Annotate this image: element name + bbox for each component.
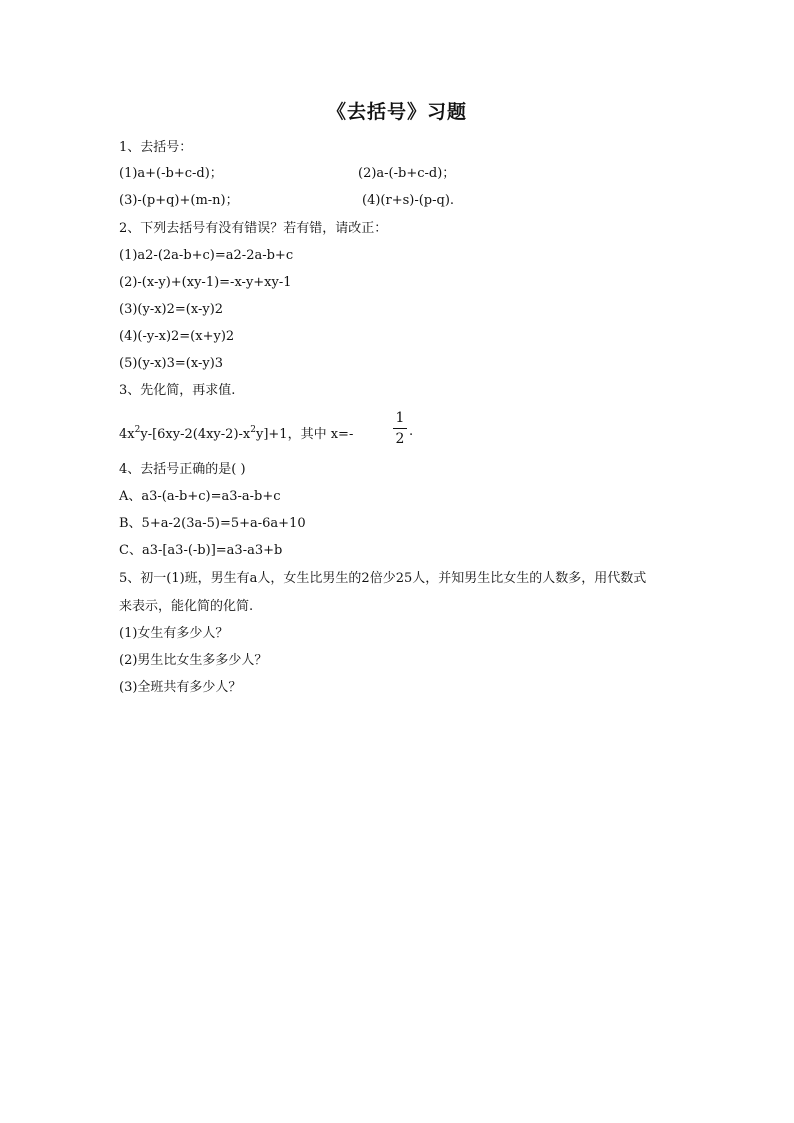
formula-part: y]+1，其中 xyxy=(255,427,327,442)
formula-period: . xyxy=(409,424,414,439)
formula-part: 4x xyxy=(119,427,135,442)
q2-item-5: (5)(y-x)3=(x-y)3 xyxy=(119,356,224,371)
formula-exponent: 2 xyxy=(250,425,256,435)
q5-line-1: 5、初一(1)班，男生有a人，女生比男生的2倍少25人，并知男生比女生的人数多，用代数式 xyxy=(119,571,647,586)
q1-item-2: (2)a-(-b+c-d)； xyxy=(358,166,456,181)
q3-heading: 3、先化简，再求值. xyxy=(119,383,236,398)
formula-exponent: 2 xyxy=(134,425,141,435)
q4-option-b: B、5+a-2(3a-5)=5+a-6a+10 xyxy=(119,516,306,531)
page-title: 《去括号》习题 xyxy=(326,101,467,123)
q1-heading: 1、去括号： xyxy=(119,140,193,155)
fraction-bar xyxy=(393,428,407,429)
q2-item-1: (1)a2-(2a-b+c)=a2-2a-b+c xyxy=(119,248,294,263)
formula-part: y-[6xy-2(4xy-2)-x xyxy=(140,427,251,442)
q5-item-3: (3)全班共有多少人？ xyxy=(119,680,242,695)
fraction-one-half xyxy=(393,409,407,448)
q1-item-3: (3)-(p+q)+(m-n)； xyxy=(119,193,239,208)
q4-option-c: C、a3-[a3-(-b)]=a3-a3+b xyxy=(119,543,283,558)
q4-heading: 4、去括号正确的是( ) xyxy=(119,462,246,477)
q5-item-2: (2)男生比女生多多少人？ xyxy=(119,653,268,668)
q5-line-2: 来表示，能化简的化简. xyxy=(119,599,254,614)
q2-heading: 2、下列去括号有没有错误？若有错，请改正： xyxy=(119,221,388,236)
q4-option-a: A、a3-(a-b+c)=a3-a-b+c xyxy=(119,489,281,504)
q1-item-1: (1)a+(-b+c-d)； xyxy=(119,166,223,181)
fraction-denominator: 2 xyxy=(395,431,405,447)
q2-item-3: (3)(y-x)2=(x-y)2 xyxy=(119,302,224,317)
fraction-numerator: 1 xyxy=(395,410,405,426)
q1-item-4: (4)(r+s)-(p-q). xyxy=(362,193,455,208)
q2-item-4: (4)(-y-x)2=(x+y)2 xyxy=(119,329,235,344)
formula-variable: x=- xyxy=(330,427,354,442)
q5-item-1: (1)女生有多少人？ xyxy=(119,626,229,641)
q2-item-2: (2)-(x-y)+(xy-1)=-x-y+xy-1 xyxy=(119,275,292,290)
